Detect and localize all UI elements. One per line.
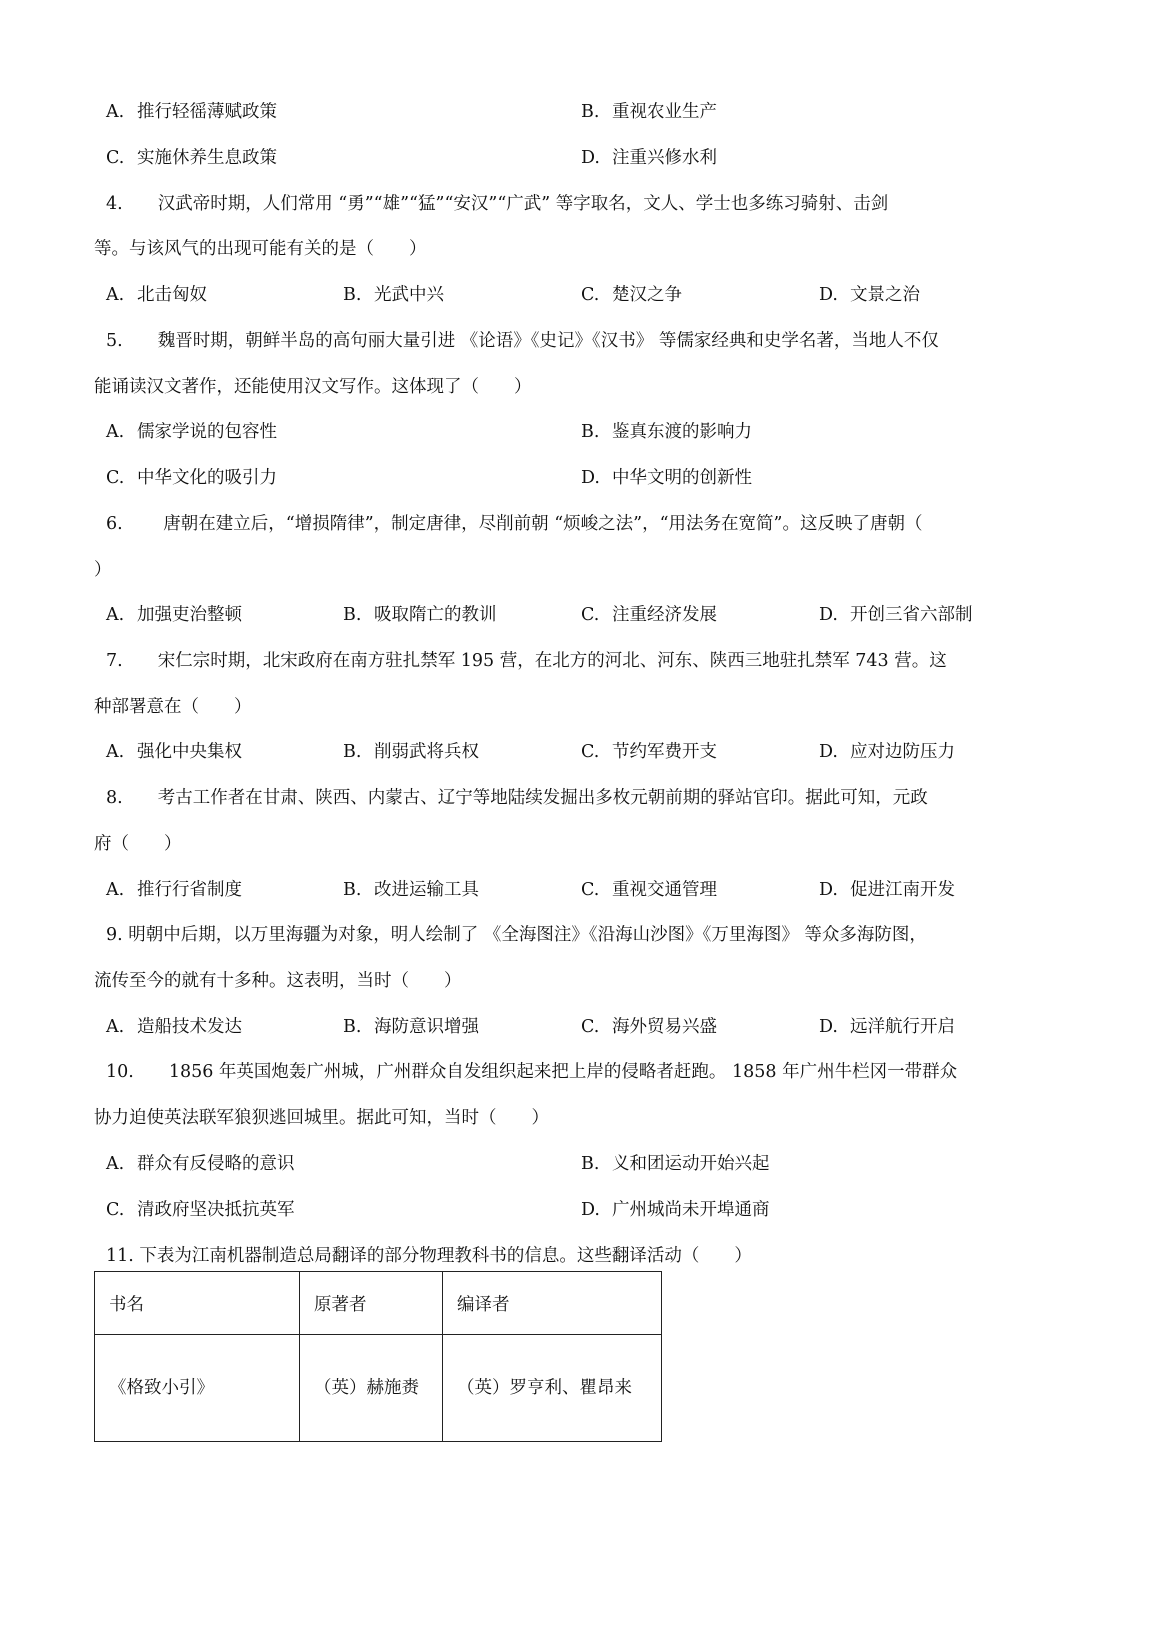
q10-stem-line1: 10. 1856 年英国炮轰广州城，广州群众自发组织起来把上岸的侵略者赶跑。 1858 年广州牛栏冈一带群众 — [106, 1062, 958, 1082]
q9-option-d[interactable]: D. 远洋航行开启 — [819, 1017, 955, 1037]
q8-option-c[interactable]: C. 重视交通管理 — [581, 880, 717, 900]
q4-stem-line1: 4. 汉武帝时期，人们常用 “勇”“雄”“猛”“安汉”“广武” 等字取名，文人、学士也多练习骑射、击剑 — [106, 194, 889, 214]
table-header-cell: 原著者 — [300, 1272, 443, 1335]
q9-option-b[interactable]: B. 海防意识增强 — [343, 1017, 479, 1037]
q10-option-b[interactable]: B. 义和团运动开始兴起 — [581, 1154, 770, 1174]
q6-option-a[interactable]: A. 加强吏治整顿 — [106, 605, 242, 625]
table-row — [95, 1335, 662, 1442]
table-header-cell: 编译者 — [443, 1272, 662, 1335]
q4-option-c[interactable]: C. 楚汉之争 — [581, 285, 682, 305]
q7-stem-line1: 7. 宋仁宗时期，北宋政府在南方驻扎禁军 195 营，在北方的河北、河东、陕西三地驻扎禁军 743 营。这 — [106, 651, 947, 671]
q8-option-a[interactable]: A. 推行行省制度 — [106, 880, 242, 900]
q4-option-d[interactable]: D. 文景之治 — [819, 285, 920, 305]
q10-option-a[interactable]: A. 群众有反侵略的意识 — [106, 1154, 295, 1174]
table-header-row — [95, 1272, 662, 1335]
q5-stem-line2: 能诵读汉文著作，还能使用汉文写作。这体现了（ ） — [94, 377, 532, 397]
table-header-cell: 书名 — [95, 1272, 300, 1335]
q3-option-a[interactable]: A. 推行轻徭薄赋政策 — [106, 102, 277, 122]
table-cell-translator: （英）罗亨利、瞿昂来 — [443, 1335, 662, 1442]
q9-option-c[interactable]: C. 海外贸易兴盛 — [581, 1017, 717, 1037]
q4-option-a[interactable]: A. 北击匈奴 — [106, 285, 207, 305]
q5-option-a[interactable]: A. 儒家学说的包容性 — [106, 422, 277, 442]
q5-option-b[interactable]: B. 鉴真东渡的影响力 — [581, 422, 752, 442]
q9-stem-line1: 9. 明朝中后期，以万里海疆为对象，明人绘制了 《全海图注》《沿海山沙图》《万里海图》 等众多海防图， — [106, 925, 927, 945]
translation-table — [94, 1271, 662, 1442]
q10-option-c[interactable]: C. 清政府坚决抵抗英军 — [106, 1200, 295, 1220]
q7-stem-line2: 种部署意在（ ） — [94, 697, 252, 717]
table-cell-book: 《格致小引》 — [95, 1335, 300, 1442]
q6-stem-line1: 6. 唐朝在建立后，“增损隋律”，制定唐律，尽削前朝 “烦峻之法”，“用法务在宽简”。这反映了唐朝（ — [106, 514, 923, 534]
q7-option-d[interactable]: D. 应对边防压力 — [819, 742, 955, 762]
q11-stem: 11. 下表为江南机器制造总局翻译的部分物理教科书的信息。这些翻译活动（ ） — [106, 1246, 752, 1266]
q3-option-d[interactable]: D. 注重兴修水利 — [581, 148, 717, 168]
q6-option-d[interactable]: D. 开创三省六部制 — [819, 605, 973, 625]
q4-option-b[interactable]: B. 光武中兴 — [343, 285, 444, 305]
q6-stem-line2: ） — [94, 560, 112, 580]
q6-option-b[interactable]: B. 吸取隋亡的教训 — [343, 605, 497, 625]
q3-option-b[interactable]: B. 重视农业生产 — [581, 102, 717, 122]
q9-option-a[interactable]: A. 造船技术发达 — [106, 1017, 242, 1037]
table-cell-author: （英）赫施赉 — [300, 1335, 443, 1442]
q7-option-c[interactable]: C. 节约军费开支 — [581, 742, 717, 762]
q6-option-c[interactable]: C. 注重经济发展 — [581, 605, 717, 625]
q8-option-d[interactable]: D. 促进江南开发 — [819, 880, 955, 900]
q10-stem-line2: 协力迫使英法联军狼狈逃回城里。据此可知，当时（ ） — [94, 1108, 549, 1128]
q5-stem-line1: 5. 魏晋时期，朝鲜半岛的高句丽大量引进 《论语》《史记》《汉书》 等儒家经典和史学名著，当地人不仅 — [106, 331, 939, 351]
q5-option-c[interactable]: C. 中华文化的吸引力 — [106, 468, 277, 488]
q3-option-c[interactable]: C. 实施休养生息政策 — [106, 148, 277, 168]
q7-option-b[interactable]: B. 削弱武将兵权 — [343, 742, 479, 762]
q7-option-a[interactable]: A. 强化中央集权 — [106, 742, 242, 762]
q8-stem-line1: 8. 考古工作者在甘肃、陕西、内蒙古、辽宁等地陆续发掘出多枚元朝前期的驿站官印。据此可知，元政 — [106, 788, 928, 808]
q10-option-d[interactable]: D. 广州城尚未开埠通商 — [581, 1200, 770, 1220]
q8-stem-line2: 府（ ） — [94, 834, 182, 854]
q4-stem-line2: 等。与该风气的出现可能有关的是（ ） — [94, 239, 427, 259]
q5-option-d[interactable]: D. 中华文明的创新性 — [581, 468, 752, 488]
q8-option-b[interactable]: B. 改进运输工具 — [343, 880, 479, 900]
q9-stem-line2: 流传至今的就有十多种。这表明，当时（ ） — [94, 971, 462, 991]
